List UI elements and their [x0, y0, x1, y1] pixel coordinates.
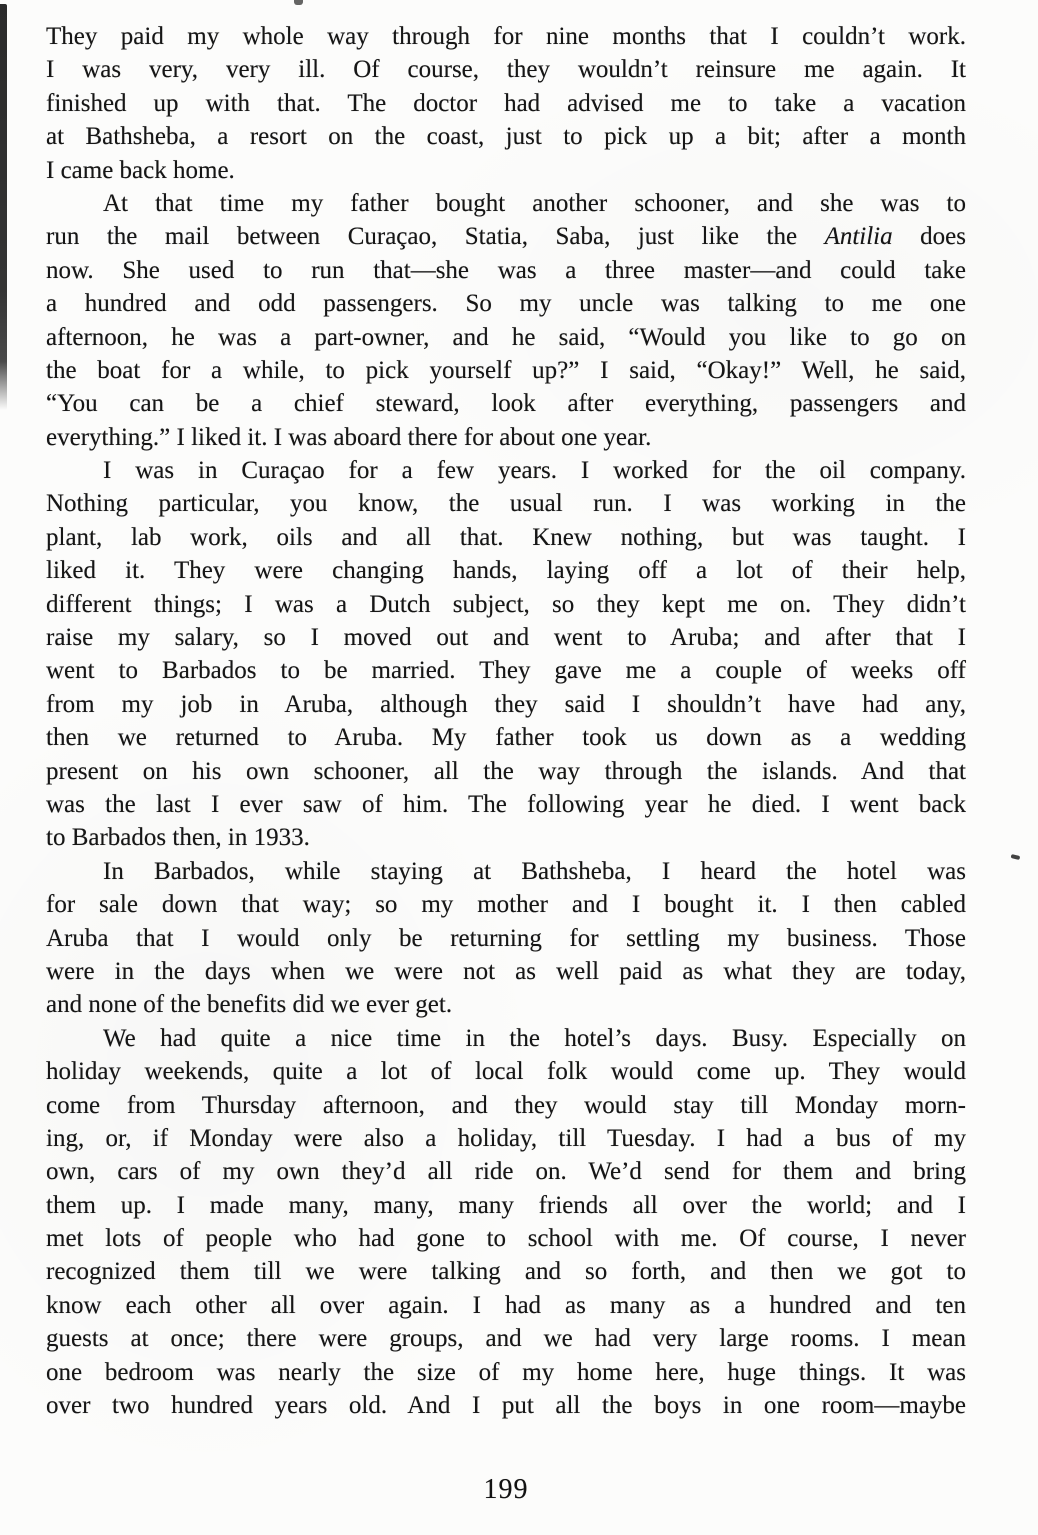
text-line — [46, 421, 966, 454]
text-line — [46, 1356, 966, 1389]
text-run: present on his own schooner, all the way through the islands. And that — [46, 757, 966, 785]
text-line — [46, 1289, 966, 1322]
text-line — [46, 1122, 966, 1155]
text-line — [46, 922, 966, 955]
text-line — [46, 1055, 966, 1088]
text-line — [46, 955, 966, 988]
text-line — [46, 788, 966, 821]
text-run: one bedroom was nearly the size of my home here, huge things. It was — [46, 1358, 966, 1386]
text-line — [46, 1155, 966, 1188]
text-run: them up. I made many, many, many friends all over the world; and I — [46, 1191, 966, 1219]
text-run: raise my salary, so I moved out and went to Aruba; and after that I — [46, 624, 966, 652]
text-run: I was in Curaçao for a few years. I worked for the oil company. — [103, 457, 966, 485]
text-line — [46, 487, 966, 520]
text-line — [46, 454, 966, 487]
scan-spot-artifact — [294, 0, 303, 5]
text-line — [46, 588, 966, 621]
text-run: In Barbados, while staying at Bathsheba, I heard the hotel was — [103, 857, 966, 885]
italic-ship-name: Antilia — [824, 223, 893, 251]
text-run: the boat for a while, to pick yourself up?” I said, “Okay!” Well, he said, — [46, 356, 966, 384]
text-line — [46, 1189, 966, 1222]
text-run: recognized them till we were talking and so forth, and then we got to — [46, 1258, 966, 1286]
text-run: afternoon, he was a part-owner, and he said, “Would you like to go on — [46, 323, 966, 351]
text-run: now. She used to run that—she was a three master—and could take — [46, 256, 966, 284]
text-line — [46, 888, 966, 921]
text-line — [46, 1389, 966, 1422]
text-run: a hundred and odd passengers. So my uncle was talking to me one — [46, 290, 966, 318]
text-run: to Barbados then, in 1933. — [46, 824, 310, 852]
text-line — [46, 354, 966, 387]
text-run: everything.” I liked it. I was aboard there for about one year. — [46, 423, 652, 451]
text-run: We had quite a nice time in the hotel’s days. Busy. Especially on — [103, 1024, 966, 1052]
text-run: I was very, very ill. Of course, they wouldn’t reinsure me again. It — [46, 56, 966, 84]
text-run: finished up with that. The doctor had advised me to take a vacation — [46, 89, 966, 117]
text-line — [46, 220, 966, 253]
text-run: come from Thursday afternoon, and they would stay till Monday morn- — [46, 1091, 966, 1119]
text-run: over two hundred years old. And I put all the boys in one room—maybe — [46, 1392, 966, 1420]
text-line — [46, 1022, 966, 1055]
text-line — [46, 1255, 966, 1288]
scan-edge-artifact — [0, 4, 7, 410]
text-run: liked it. They were changing hands, laying off a lot of their help, — [46, 557, 966, 585]
text-run: different things; I was a Dutch subject, so they kept me on. They didn’t — [46, 590, 966, 618]
text-run: was the last I ever saw of him. The following year he died. I went back — [46, 790, 966, 818]
text-line — [46, 1089, 966, 1122]
text-line — [46, 254, 966, 287]
text-line — [46, 621, 966, 654]
text-run: went to Barbados to be married. They gave me a couple of weeks off — [46, 657, 966, 685]
page-text — [46, 20, 966, 1422]
text-run: They paid my whole way through for nine months that I couldn’t work. — [46, 23, 966, 50]
text-line — [46, 521, 966, 554]
text-run: then we returned to Aruba. My father took us down as a wedding — [46, 724, 966, 752]
text-line — [46, 287, 966, 320]
text-line — [46, 988, 966, 1021]
text-line — [46, 821, 966, 854]
text-line — [46, 20, 966, 53]
text-line — [46, 87, 966, 120]
text-run: from my job in Aruba, although they said I shouldn’t have had any, — [46, 690, 966, 718]
text-line — [46, 688, 966, 721]
text-run: met lots of people who had gone to school with me. Of course, I never — [46, 1225, 966, 1253]
text-run: Nothing particular, you know, the usual run. I was working in the — [46, 490, 966, 518]
text-run: run the mail between Curaçao, Statia, Saba, just like the — [46, 223, 825, 251]
text-line — [46, 154, 966, 187]
text-run: does — [892, 223, 966, 251]
text-run: Aruba that I would only be returning for settling my business. Those — [46, 924, 966, 952]
text-line — [46, 387, 966, 420]
text-line — [46, 120, 966, 153]
text-line — [46, 53, 966, 86]
text-run: guests at once; there were groups, and we had very large rooms. I mean — [46, 1325, 966, 1353]
page-number: 199 — [483, 1474, 529, 1505]
text-line — [46, 321, 966, 354]
text-run: I came back home. — [46, 156, 235, 184]
text-run: know each other all over again. I had as many as a hundred and ten — [46, 1291, 966, 1319]
text-line — [46, 755, 966, 788]
text-line — [46, 187, 966, 220]
text-line — [46, 721, 966, 754]
text-line — [46, 654, 966, 687]
text-run: “You can be a chief steward, look after everything, passengers and — [46, 390, 966, 418]
text-run: at Bathsheba, a resort on the coast, just to pick up a bit; after a month — [46, 123, 966, 151]
text-run: At that time my father bought another schooner, and she was to — [103, 189, 966, 217]
text-run: and none of the benefits did we ever get. — [46, 991, 453, 1019]
text-run: for sale down that way; so my mother and I bought it. I then cabled — [46, 891, 966, 919]
text-run: own, cars of my own they’d all ride on. We’d send for them and bring — [46, 1158, 966, 1186]
text-line — [46, 1322, 966, 1355]
text-run: were in the days when we were not as well paid as what they are today, — [46, 957, 966, 985]
text-run: plant, lab work, oils and all that. Knew nothing, but was taught. I — [46, 523, 966, 551]
scan-mark-artifact — [1011, 854, 1021, 860]
text-line — [46, 1222, 966, 1255]
text-line — [46, 855, 966, 888]
text-run: holiday weekends, quite a lot of local folk would come up. They would — [46, 1058, 966, 1086]
text-run: ing, or, if Monday were also a holiday, till Tuesday. I had a bus of my — [46, 1124, 966, 1152]
text-line — [46, 554, 966, 587]
